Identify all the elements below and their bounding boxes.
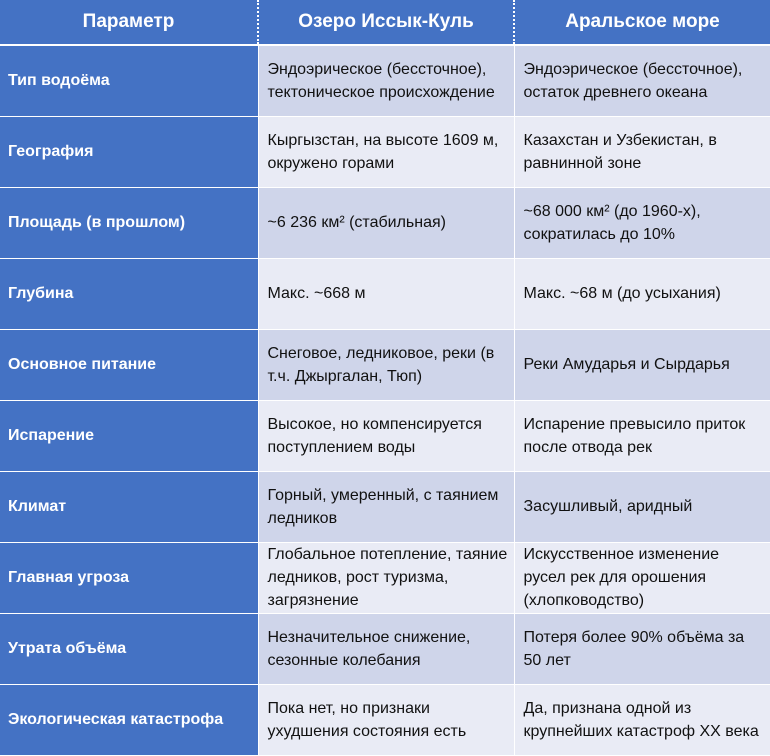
issyk-kul-cell: Макс. ~668 м	[258, 258, 514, 329]
row-label: География	[0, 116, 258, 187]
aral-sea-cell: ~68 000 км² (до 1960-х), сократилась до 10%	[514, 187, 770, 258]
table-body	[0, 45, 770, 755]
row-label: Утрата объёма	[0, 613, 258, 684]
table-row	[0, 329, 770, 400]
issyk-kul-cell: Кыргызстан, на высоте 1609 м, окружено горами	[258, 116, 514, 187]
table-row	[0, 471, 770, 542]
header-row	[0, 0, 770, 45]
aral-sea-cell: Потеря более 90% объёма за 50 лет	[514, 613, 770, 684]
issyk-kul-cell: Незначительное снижение, сезонные колебания	[258, 613, 514, 684]
row-label: Климат	[0, 471, 258, 542]
issyk-kul-cell: Высокое, но компенсируется поступлением воды	[258, 400, 514, 471]
issyk-kul-cell: Пока нет, но признаки ухудшения состояния есть	[258, 684, 514, 755]
table-row	[0, 542, 770, 613]
header-cell-parameter: Параметр	[0, 0, 258, 45]
header-cell-issyk-kul: Озеро Иссык-Куль	[258, 0, 514, 45]
row-label: Испарение	[0, 400, 258, 471]
aral-sea-cell: Да, признана одной из крупнейших катастроф XX века	[514, 684, 770, 755]
issyk-kul-cell: Горный, умеренный, с таянием ледников	[258, 471, 514, 542]
table-row	[0, 116, 770, 187]
row-label: Экологическая катастрофа	[0, 684, 258, 755]
aral-sea-cell: Испарение превысило приток после отвода рек	[514, 400, 770, 471]
aral-sea-cell: Реки Амударья и Сырдарья	[514, 329, 770, 400]
table-row	[0, 400, 770, 471]
aral-sea-cell: Искусственное изменение русел рек для орошения (хлопководство)	[514, 542, 770, 613]
table-row	[0, 684, 770, 755]
table-row	[0, 258, 770, 329]
table-header	[0, 0, 770, 45]
row-label: Глубина	[0, 258, 258, 329]
header-cell-aral-sea: Аральское море	[514, 0, 770, 45]
row-label: Основное питание	[0, 329, 258, 400]
issyk-kul-cell: Снеговое, ледниковое, реки (в т.ч. Джыргалан, Тюп)	[258, 329, 514, 400]
row-label: Площадь (в прошлом)	[0, 187, 258, 258]
aral-sea-cell: Макс. ~68 м (до усыхания)	[514, 258, 770, 329]
aral-sea-cell: Эндоэрическое (бессточное), остаток древнего океана	[514, 45, 770, 116]
table-row	[0, 187, 770, 258]
aral-sea-cell: Засушливый, аридный	[514, 471, 770, 542]
issyk-kul-cell: Глобальное потепление, таяние ледников, рост туризма, загрязнение	[258, 542, 514, 613]
row-label: Тип водоёма	[0, 45, 258, 116]
aral-sea-cell: Казахстан и Узбекистан, в равнинной зоне	[514, 116, 770, 187]
table-row	[0, 613, 770, 684]
issyk-kul-cell: Эндоэрическое (бессточное), тектоническое происхождение	[258, 45, 514, 116]
issyk-kul-cell: ~6 236 км² (стабильная)	[258, 187, 514, 258]
row-label: Главная угроза	[0, 542, 258, 613]
table-row	[0, 45, 770, 116]
